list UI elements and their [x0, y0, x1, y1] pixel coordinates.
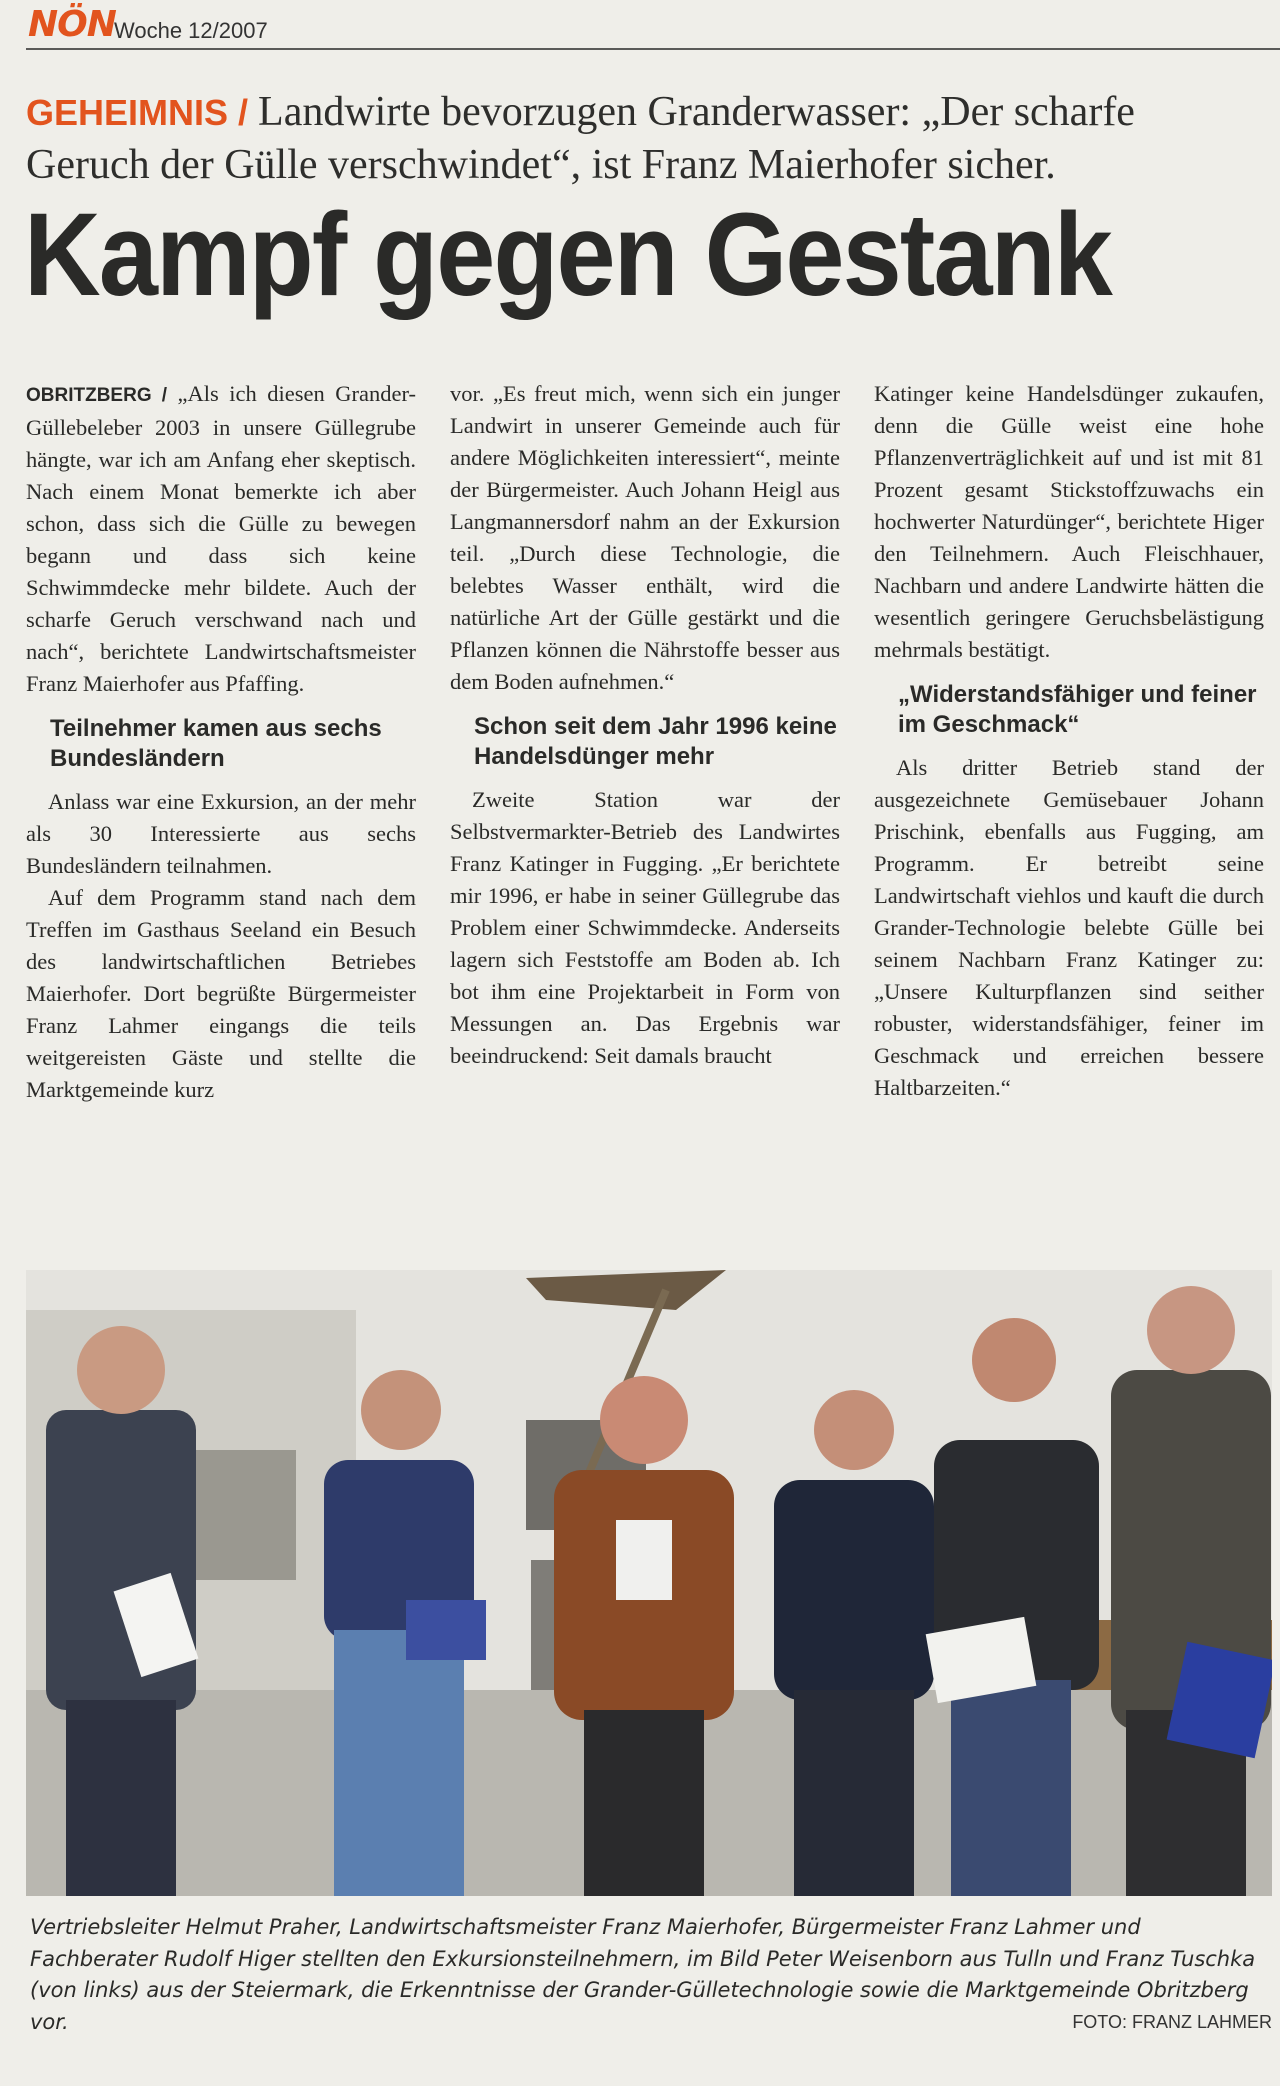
article-photo [26, 1270, 1272, 1896]
issue-label: Woche 12/2007 [114, 18, 268, 43]
subheading: „Widerstandsfähiger und feiner im Geschmack“ [898, 681, 1257, 738]
article-deck [26, 86, 1266, 191]
paragraph: vor. „Es freut mich, wenn sich ein junger Landwirt in unserer Gemeinde auch für andere Möglichkeiten interessiert“, meinte der Bürgermeister. Auch Johann Heigl aus Langmannersdorf nahm an der Exkursion teil. „Durch diese Technologie, die belebtes Wasser enthält, wird die natürliche Art der Gülle gestärkt und die Pflanzen können die Nährstoffe besser aus dem Boden aufnehmen.“ [450, 381, 840, 694]
subheading: Teilnehmer kamen aus sechs Bundesländern [50, 715, 382, 772]
photo-credit: FOTO: FRANZ LAHMER [1072, 2012, 1272, 2032]
deck-text: Landwirte bevorzugen Granderwasser: „Der scharfe Geruch der Gülle verschwindet“, ist Franz Maierhofer sicher. [26, 89, 1135, 188]
paragraph: Auf dem Programm stand nach dem Treffen im Gasthaus Seeland ein Besuch des landwirtschaftlichen Betriebes Maierhofer. Dort begrüßte Bürgermeister Franz Lahmer eingangs die teils weitgereisten Gäste und stellte die Marktgemeinde kurz [26, 885, 416, 1102]
subheading: Schon seit dem Jahr 1996 keine Handelsdünger mehr [474, 713, 837, 770]
paragraph: Katinger keine Handelsdünger zukaufen, denn die Gülle weist eine hohe Pflanzenverträglichkeit auf und ist mit 81 Prozent gesamt Stickstoffzuwachs ein hochwerter Naturdünger“, berichtete Higer den Teilnehmern. Auch Fleischhauer, Nachbarn und andere Landwirte hätten die wesentlich geringere Geruchsbelästigung mehrmals bestätigt. [874, 381, 1264, 662]
paragraph: Anlass war eine Exkursion, an der mehr als 30 Interessierte aus sechs Bundesländern teilnahmen. [26, 789, 416, 878]
paragraph [26, 378, 416, 700]
article-column-2 [450, 378, 840, 1072]
kicker-separator: / [228, 92, 259, 133]
masthead-bar [26, 4, 1280, 50]
paragraph: Als dritter Betrieb stand der ausgezeichnete Gemüsebauer Johann Prischink, ebenfalls aus Fugging, am Programm. Er betreibt seine Landwirtschaft viehlos und kauft die durch Grander-Technologie belebte Gülle bei seinem Nachbarn Franz Katinger zu: „Unsere Kulturpflanzen sind seither robuster, widerstandsfähiger, feiner im Geschmack und erreichen bessere Haltbarzeiten.“ [874, 755, 1264, 1100]
dateline: OBRITZBERG / [26, 385, 168, 406]
publication-logo: NÖN [28, 4, 116, 45]
paragraph: Zweite Station war der Selbstvermarkter-Betrieb des Landwirtes Franz Katinger in Fugging. „Er berichtete mir 1996, er habe in seiner Güllegrube das Problem einer Schwimmdecke. Anderseits lagern sich Feststoffe am Boden ab. Ich bot ihm eine Projektarbeit in Form von Messungen an. Das Ergebnis war beeindruckend: Seit damals braucht [450, 787, 840, 1068]
article-kicker: GEHEIMNIS [26, 92, 229, 133]
photo-caption: Vertriebsleiter Helmut Praher, Landwirtschaftsmeister Franz Maierhofer, Bürgermeister Franz Lahmer und Fachberater Rudolf Higer stellten den Exkursionsteilnehmern, im Bild Peter Weisenborn aus Tulln und Franz Tuschka (von links) aus der Steiermark, die Erkenntnisse der Grander-Gülletechnologie sowie die Marktgemeinde Obritzberg vor. [30, 1915, 1256, 2034]
paragraph-text: „Als ich diesen Grander-Güllebeleber 2003 in unsere Güllegrube hängte, war ich am Anfang eher skeptisch. Nach einem Monat bemerkte ich aber schon, dass sich die Gülle zu bewegen begann und dass sich keine Schwimmdecke mehr bildete. Auch der scharfe Geruch verschwand nach und nach“, berichtete Landwirtschaftsmeister Franz Maierhofer aus Pfaffing. [26, 381, 416, 696]
person-1 [46, 1326, 198, 1896]
article-headline: Kampf gegen Gestank [24, 189, 1112, 321]
article-column-1 [26, 378, 416, 1106]
article-column-3 [874, 378, 1264, 1104]
photo-illustration [26, 1270, 1272, 1896]
